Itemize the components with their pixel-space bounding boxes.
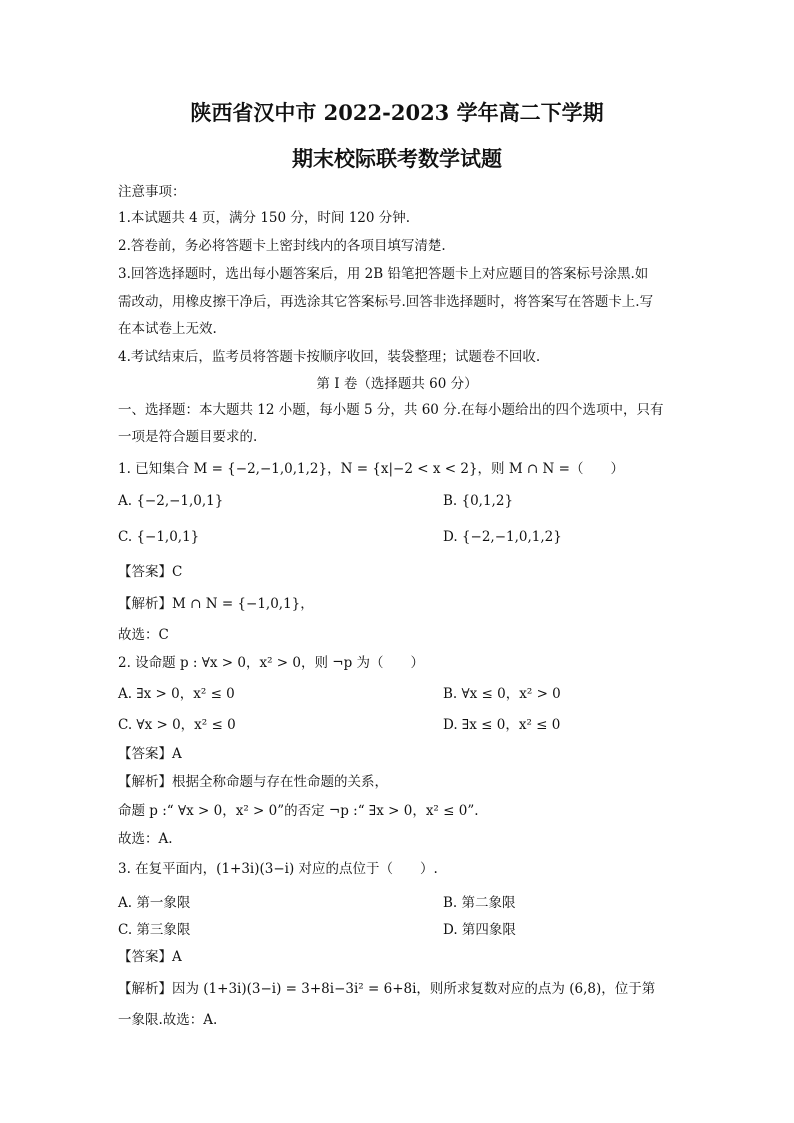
exam-title-line1: 陕西省汉中市 2022-2023 学年高二下学期 bbox=[190, 100, 604, 125]
question-1-option-d: D. {−2,−1,0,1,2} bbox=[443, 529, 562, 545]
question-1-analysis: 【解析】M ∩ N = {−1,0,1}， bbox=[118, 596, 314, 612]
question-3-option-b: B. 第二象限 bbox=[443, 895, 516, 911]
question-1-stem: 1. 已知集合 M = {−2,−1,0,1,2}，N = {x|−2 < x < 2}，则 M ∩ N =（ ） bbox=[118, 461, 624, 477]
notice-item: 4.考试结束后，监考员将答题卡按顺序收回，装袋整理；试题卷不回收. bbox=[118, 349, 541, 365]
question-1-analysis: 故选：C bbox=[118, 627, 169, 643]
section-intro: 一、选择题：本大题共 12 小题，每小题 5 分，共 60 分.在每小题给出的四个选项中，只有 bbox=[118, 402, 664, 418]
section-intro: 一项是符合题目要求的. bbox=[118, 429, 258, 445]
question-2-option-a: A. ∃x > 0，x² ≤ 0 bbox=[118, 686, 235, 702]
question-2-option-b: B. ∀x ≤ 0，x² > 0 bbox=[443, 686, 561, 702]
notice-item: 在本试卷上无效. bbox=[118, 321, 217, 337]
question-2-analysis: 故选：A. bbox=[118, 831, 173, 847]
notice-item: 需改动，用橡皮擦干净后，再选涂其它答案标号.回答非选择题时，将答案写在答题卡上.写 bbox=[118, 294, 654, 310]
question-3-analysis: 【解析】因为 (1+3i)(3−i) = 3+8i−3i² = 6+8i，则所求复数对应的点为 (6,8)，位于第 bbox=[118, 981, 656, 997]
question-1-option-a: A. {−2,−1,0,1} bbox=[118, 493, 224, 509]
question-3-analysis: 一象限.故选：A. bbox=[118, 1012, 218, 1028]
question-3-answer: 【答案】A bbox=[118, 949, 182, 965]
question-3-stem: 3. 在复平面内，(1+3i)(3−i) 对应的点位于（ ）. bbox=[118, 861, 438, 877]
question-2-option-c: C. ∀x > 0，x² ≤ 0 bbox=[118, 717, 236, 733]
question-3-option-d: D. 第四象限 bbox=[443, 922, 516, 938]
question-1-option-b: B. {0,1,2} bbox=[443, 493, 514, 509]
question-3-option-a: A. 第一象限 bbox=[118, 895, 191, 911]
question-1-option-c: C. {−1,0,1} bbox=[118, 529, 200, 545]
question-2-analysis: 【解析】根据全称命题与存在性命题的关系， bbox=[118, 774, 388, 790]
exam-title-line2: 期末校际联考数学试题 bbox=[292, 146, 502, 171]
question-1-answer: 【答案】C bbox=[118, 564, 183, 580]
notice-item: 3.回答选择题时，选出每小题答案后，用 2B 铅笔把答题卡上对应题目的答案标号涂黑.如 bbox=[118, 266, 649, 282]
question-2-option-d: D. ∃x ≤ 0，x² ≤ 0 bbox=[443, 717, 561, 733]
notice-item: 2.答卷前，务必将答题卡上密封线内的各项目填写清楚. bbox=[118, 238, 446, 254]
notice-item: 1.本试题共 4 页，满分 150 分，时间 120 分钟. bbox=[118, 210, 411, 226]
section-heading: 第 I 卷（选择题共 60 分） bbox=[316, 376, 478, 392]
question-2-answer: 【答案】A bbox=[118, 746, 182, 762]
question-2-analysis: 命题 p :“ ∀x > 0，x² > 0”的否定 ¬p :“ ∃x > 0，x² ≤ 0”. bbox=[118, 803, 479, 819]
question-3-option-c: C. 第三象限 bbox=[118, 922, 191, 938]
notice-heading: 注意事项： bbox=[118, 184, 186, 200]
question-2-stem: 2. 设命题 p : ∀x > 0，x² > 0，则 ¬p 为（ ） bbox=[118, 655, 425, 671]
